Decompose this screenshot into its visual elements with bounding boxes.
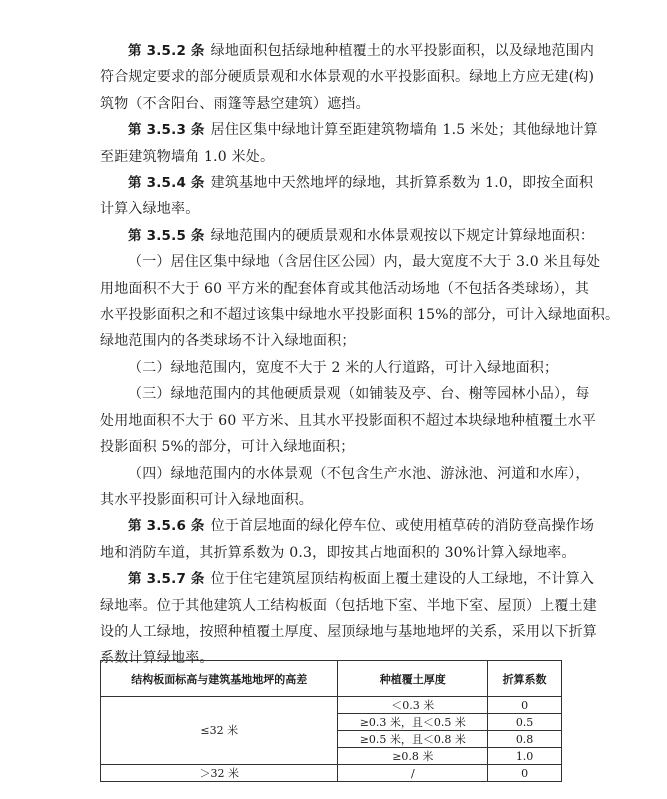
article-3-5-7 [100,566,597,672]
table-header-row [101,661,562,697]
text-line: 绿地范围内的各类球场不计入绿地面积； [100,333,356,350]
soil-thickness-cell: ＜0.3 米 [338,697,488,714]
article-3-5-2 [100,38,595,117]
column-header-coefficient: 折算系数 [488,661,562,697]
text-line: 用地面积不大于 60 平方米的配套体育或其他活动场地（不包括各类球场），其 [100,280,590,297]
text-line: 绿地范围内的硬质景观和水体景观按以下规定计算绿地面积： [210,227,595,244]
article-number: 第 3.5.5 条 [128,227,205,244]
text-line: （一）居住区集中绿地（含居住区公园）内，最大宽度不大于 3.0 米且每处 [128,254,601,271]
text-line: 建筑基地中天然地坪的绿地，其折算系数为 1.0，即按全面积 [210,175,594,192]
text-line: 至距建筑物墙角 1.0 米处。 [100,148,275,165]
article-number: 第 3.5.4 条 [128,175,205,192]
article-3-5-5-item-1 [100,249,620,355]
article-number: 第 3.5.2 条 [128,43,205,59]
text-line: 居住区集中绿地计算至距建筑物墙角 1.5 米处；其他绿地计算 [210,122,598,139]
text-line: （二）绿地范围内，宽度不大于 2 米的人行道路，可计入绿地面积； [128,359,559,376]
article-3-5-4 [100,170,594,223]
soil-thickness-cell: ≥0.8 米 [338,748,488,765]
text-line: 地和消防车道，其折算系数为 0.3，即按其占地面积的 30%计算入绿地率。 [100,544,576,561]
coefficient-cell: 0 [488,765,562,782]
article-number: 第 3.5.7 条 [128,571,205,588]
soil-thickness-cell: / [338,765,488,782]
soil-thickness-cell: ≥0.5 米，且＜0.8 米 [338,731,488,748]
text-line: 位于住宅建筑屋顶结构板面上覆土建设的人工绿地，不计算入 [210,571,595,588]
text-line: （四）绿地范围内的水体景观（不包含生产水池、游泳池、河道和水库）， [128,465,590,482]
text-line: 位于首层地面的绿化停车位、或使用植草砖的消防登高操作场 [210,518,595,535]
article-3-5-5-item-4 [100,461,590,514]
text-line: 筑物（不含阳台、雨篷等悬空建筑）遮挡。 [100,95,370,112]
text-line: 设的人工绿地，按照种植覆土厚度、屋顶绿地与基地地坪的关系，采用以下折算 [100,623,597,640]
conversion-coefficient-table [100,660,562,782]
article-3-5-6 [100,513,595,566]
article-3-5-5 [100,223,595,249]
coefficient-cell: 0.5 [488,714,562,731]
text-line: 绿地率。位于其他建筑人工结构板面（包括地下室、半地下室、屋顶）上覆土建 [100,597,597,614]
article-3-5-5-item-3 [100,381,597,460]
article-number: 第 3.5.3 条 [128,122,205,139]
height-group-label: ＞32 米 [101,765,338,782]
text-line: （三）绿地范围内的其他硬质景观（如铺装及亭、台、榭等园林小品），每 [128,386,590,403]
text-line: 符合规定要求的部分硬质景观和水体景观的水平投影面积。绿地上方应无建(构) [100,69,595,86]
table-row [101,765,562,782]
coefficient-cell: 0 [488,697,562,714]
article-number: 第 3.5.6 条 [128,518,205,535]
column-header-height-difference: 结构板面标高与建筑基地地坪的高差 [101,661,338,697]
article-3-5-5-item-2 [100,355,567,381]
article-3-5-3 [100,117,598,170]
coefficient-cell: 1.0 [488,748,562,765]
text-line: 其水平投影面积可计入绿地面积。 [100,491,313,508]
soil-thickness-cell: ≥0.3 米，且＜0.5 米 [338,714,488,731]
coefficient-cell: 0.8 [488,731,562,748]
text-line: 处用地面积不大于 60 平方米、且其水平投影面积不超过本块绿地种植覆土水平 [100,412,597,429]
column-header-soil-thickness: 种植覆土厚度 [338,661,488,697]
text-line: 绿地面积包括绿地种植覆土的水平投影面积，以及绿地范围内 [210,43,595,59]
text-line: 系数计算绿地率。 [100,650,214,667]
text-line: 水平投影面积之和不超过该集中绿地水平投影面积 15%的部分，可计入绿地面积。 [100,307,620,324]
text-line: 投影面积 5%的部分，可计入绿地面积； [100,439,355,456]
table-row [101,697,562,714]
text-line: 计算入绿地率。 [100,201,200,218]
height-group-label: ≤32 米 [101,697,338,765]
